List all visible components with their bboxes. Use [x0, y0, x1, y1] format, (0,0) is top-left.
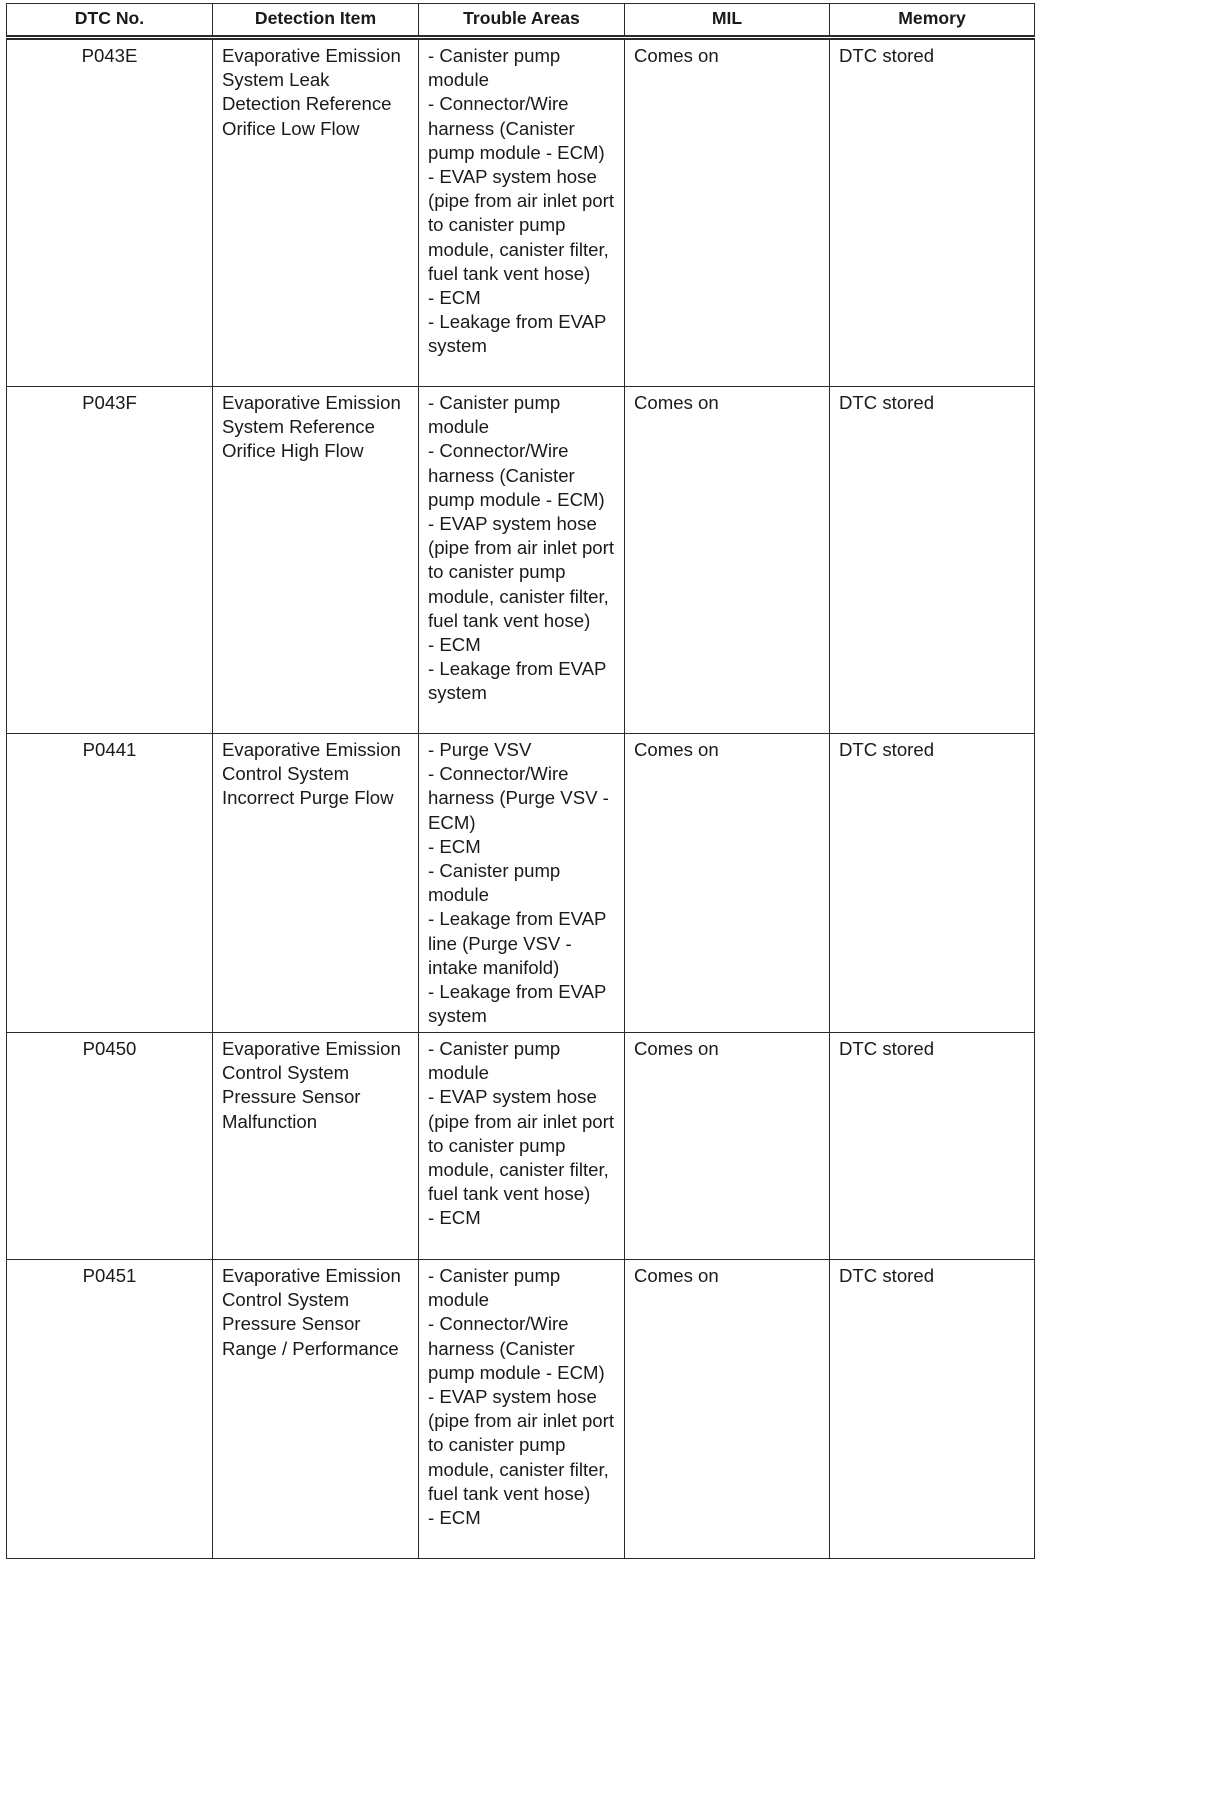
trouble-areas — [419, 1033, 625, 1260]
detection-item: Evaporative Emission System Reference Orifice High Flow — [213, 387, 419, 734]
trouble-area-item: - Connector/Wire harness (Purge VSV - ECM) — [428, 763, 609, 833]
detection-item: Evaporative Emission System Leak Detection Reference Orifice Low Flow — [213, 38, 419, 387]
header-detection-item: Detection Item — [213, 4, 419, 38]
trouble-area-item: - Canister pump module — [428, 1265, 561, 1311]
trouble-areas — [419, 38, 625, 387]
trouble-area-item: - EVAP system hose (pipe from air inlet port to canister pump module, canister filter, fuel tank vent hose) — [428, 1086, 615, 1205]
trouble-area-item: - Canister pump module — [428, 392, 561, 438]
detection-item: Evaporative Emission Control System Incorrect Purge Flow — [213, 734, 419, 1033]
trouble-area-item: - Connector/Wire harness (Canister pump module - ECM) — [428, 440, 605, 510]
dtc-code: P043E — [7, 38, 213, 387]
dtc-table — [6, 3, 1035, 1559]
detection-item: Evaporative Emission Control System Pressure Sensor Range / Performance — [213, 1260, 419, 1559]
trouble-area-item: - Connector/Wire harness (Canister pump module - ECM) — [428, 1313, 605, 1383]
trouble-area-item: - Leakage from EVAP system — [428, 311, 607, 357]
table-header — [7, 4, 1035, 38]
trouble-area-item: - ECM — [428, 1507, 481, 1529]
mil-status: Comes on — [625, 1033, 830, 1260]
header-dtc-no: DTC No. — [7, 4, 213, 38]
dtc-code: P043F — [7, 387, 213, 734]
detection-item: Evaporative Emission Control System Pressure Sensor Malfunction — [213, 1033, 419, 1260]
trouble-areas — [419, 734, 625, 1033]
trouble-area-item: - EVAP system hose (pipe from air inlet port to canister pump module, canister filter, fuel tank vent hose) — [428, 513, 615, 631]
table-row — [7, 734, 1035, 1033]
trouble-area-item: - Canister pump module — [428, 45, 561, 91]
trouble-area-item: - EVAP system hose (pipe from air inlet port to canister pump module, canister filter, fuel tank vent hose) — [428, 1386, 615, 1504]
trouble-area-item: - ECM — [428, 1207, 481, 1229]
table-row — [7, 387, 1035, 734]
memory-status: DTC stored — [830, 38, 1035, 387]
table-body — [7, 38, 1035, 1559]
dtc-code: P0441 — [7, 734, 213, 1033]
trouble-areas — [419, 387, 625, 734]
table-row — [7, 1033, 1035, 1260]
dtc-code: P0451 — [7, 1260, 213, 1559]
trouble-area-item: - Leakage from EVAP line (Purge VSV - intake manifold) — [428, 908, 607, 978]
trouble-area-item: - ECM — [428, 287, 481, 309]
trouble-area-item: - Connector/Wire harness (Canister pump module - ECM) — [428, 93, 605, 163]
mil-status: Comes on — [625, 1260, 830, 1559]
mil-status: Comes on — [625, 38, 830, 387]
trouble-area-item: - Canister pump module — [428, 1038, 561, 1084]
header-row — [7, 4, 1035, 38]
mil-status: Comes on — [625, 734, 830, 1033]
header-memory: Memory — [830, 4, 1035, 38]
trouble-area-item: - EVAP system hose (pipe from air inlet port to canister pump module, canister filter, fuel tank vent hose) — [428, 166, 615, 284]
trouble-area-item: - Leakage from EVAP system — [428, 658, 607, 704]
table-row — [7, 38, 1035, 387]
trouble-area-item: - Purge VSV — [428, 739, 532, 760]
header-trouble-areas: Trouble Areas — [419, 4, 625, 38]
memory-status: DTC stored — [830, 734, 1035, 1033]
trouble-area-item: - Canister pump module — [428, 860, 561, 906]
trouble-area-item: - ECM — [428, 634, 481, 656]
dtc-code: P0450 — [7, 1033, 213, 1260]
header-mil: MIL — [625, 4, 830, 38]
trouble-area-item: - ECM — [428, 835, 481, 857]
mil-status: Comes on — [625, 387, 830, 734]
memory-status: DTC stored — [830, 1260, 1035, 1559]
memory-status: DTC stored — [830, 1033, 1035, 1260]
trouble-areas — [419, 1260, 625, 1559]
table-row — [7, 1260, 1035, 1559]
memory-status: DTC stored — [830, 387, 1035, 734]
trouble-area-item: - Leakage from EVAP system — [428, 981, 607, 1027]
